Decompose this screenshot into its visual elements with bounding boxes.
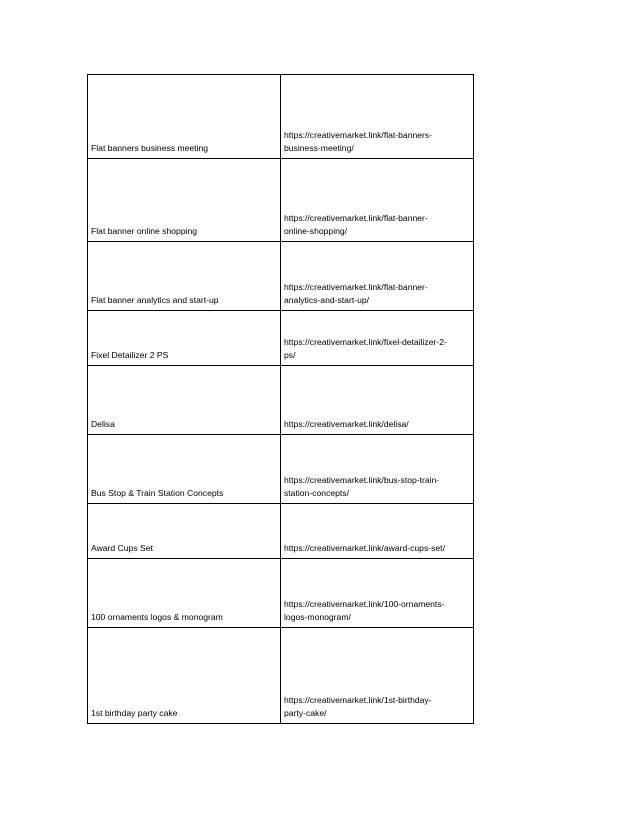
link-text: business-meeting/ [284,142,354,153]
product-link-cell[interactable] [281,242,474,311]
product-link-cell[interactable] [281,311,474,366]
product-link-cell[interactable] [281,366,474,435]
link-text: party-cake/ [284,707,327,718]
product-name-cell: Delisa [88,366,281,435]
product-link-cell[interactable] [281,75,474,159]
link-text: online-shopping/ [284,225,348,236]
product-link-cell[interactable] [281,159,474,242]
product-name-cell: Flat banner analytics and start-up [88,242,281,311]
table-row [88,242,474,311]
product-link-cell[interactable] [281,504,474,559]
link-text: https://creativemarket.link/award-cups-set/ [284,542,445,553]
links-table [87,74,474,724]
product-name-cell: 1st birthday party cake [88,628,281,724]
table-row [88,559,474,628]
link-text: https://creativemarket.link/delisa/ [284,418,409,429]
link-text: https://creativemarket.link/1st-birthday- [284,695,432,705]
product-name-cell: Flat banner online shopping [88,159,281,242]
product-name-cell: 100 ornaments logos & monogram [88,559,281,628]
table-row [88,159,474,242]
product-name-cell: Fixel Detailizer 2 PS [88,311,281,366]
link-text: logos-monogram/ [284,611,351,622]
link-text: https://creativemarket.link/fixel-detailizer-2- [284,337,447,347]
product-link-cell[interactable] [281,628,474,724]
link-text: analytics-and-start-up/ [284,294,370,305]
product-name-cell: Bus Stop & Train Station Concepts [88,435,281,504]
product-name-cell: Flat banners business meeting [88,75,281,159]
link-text: https://creativemarket.link/bus-stop-train- [284,475,440,485]
product-name-cell: Award Cups Set [88,504,281,559]
table-row [88,435,474,504]
link-text: https://creativemarket.link/flat-banners- [284,130,433,140]
link-text: https://creativemarket.link/100-ornaments- [284,599,445,609]
link-text: https://creativemarket.link/flat-banner- [284,282,428,292]
table-row [88,628,474,724]
table-row [88,504,474,559]
table-row [88,366,474,435]
table-row [88,75,474,159]
link-text: https://creativemarket.link/flat-banner- [284,213,428,223]
product-link-cell[interactable] [281,559,474,628]
link-text: ps/ [284,349,296,360]
link-text: station-concepts/ [284,487,349,498]
table-row [88,311,474,366]
product-link-cell[interactable] [281,435,474,504]
